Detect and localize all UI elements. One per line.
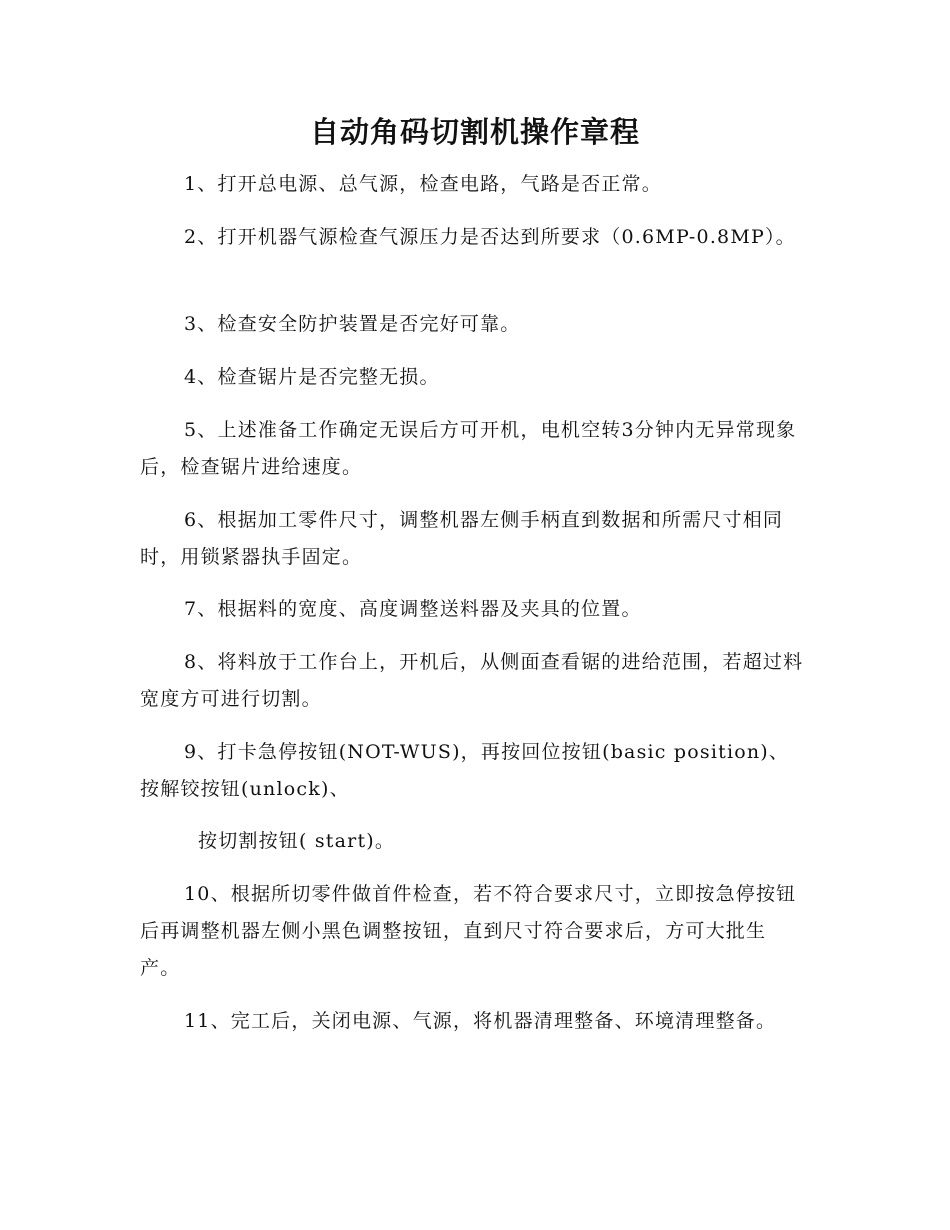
paragraph-9: 9、打卡急停按钮(NOT-WUS)，再按回位按钮(basic position)、按解铰按钮(unlock)、 — [140, 741, 790, 800]
paragraph-2: 2、打开机器气源检查气源压力是否达到所要求（0.6MP-0.8MP）。 — [184, 226, 796, 248]
paragraph-7: 7、根据料的宽度、高度调整送料器及夹具的位置。 — [184, 598, 642, 620]
paragraph-9-continued: 按切割按钮( start)。 — [198, 830, 396, 852]
paragraph-6: 6、根据加工零件尺寸，调整机器左侧手柄直到数据和所需尺寸相同时，用锁紧器执手固定。 — [140, 509, 784, 568]
paragraph-5: 5、上述准备工作确定无误后方可开机，电机空转3分钟内无异常现象后，检查锯片进给速度。 — [140, 419, 797, 478]
paragraph-8: 8、将料放于工作台上，开机后，从侧面查看锯的进给范围，若超过料宽度方可进行切割。 — [140, 651, 804, 710]
paragraph-3: 3、检查安全防护装置是否完好可靠。 — [184, 313, 521, 335]
document-title: 自动角码切割机操作章程 — [309, 115, 640, 149]
paragraph-10: 10、根据所切零件做首件检查，若不符合要求尺寸，立即按急停按钮后再调整机器左侧小黑色调整按钮，直到尺寸符合要求后，方可大批生产。 — [140, 883, 797, 979]
paragraph-4: 4、检查锯片是否完整无损。 — [184, 366, 440, 388]
paragraph-11: 11、完工后，关闭电源、气源，将机器清理整备、环境清理整备。 — [184, 1010, 777, 1032]
paragraph-1: 1、打开总电源、总气源，检查电路，气路是否正常。 — [184, 173, 662, 195]
